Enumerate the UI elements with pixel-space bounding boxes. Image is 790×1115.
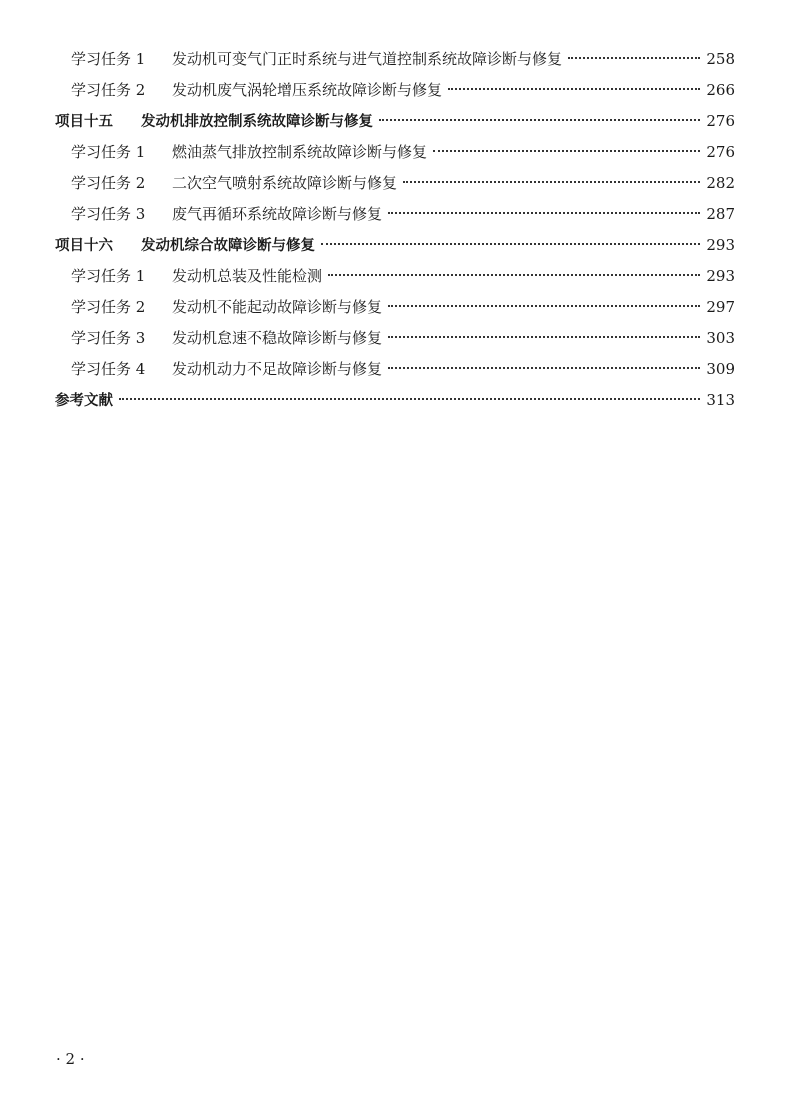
- toc-entry-number: 学习任务 3: [71, 329, 146, 347]
- toc-entry-title: 发动机总装及性能检测: [172, 267, 323, 285]
- toc-entry[interactable]: [55, 199, 735, 230]
- toc-references-entry[interactable]: [55, 385, 735, 416]
- dot-leader: [321, 243, 700, 245]
- dot-leader: [448, 88, 700, 90]
- toc-project-entry[interactable]: [55, 230, 735, 261]
- toc-entry-page: 276: [706, 112, 735, 130]
- toc-entry-title: 发动机可变气门正时系统与进气道控制系统故障诊断与修复: [172, 50, 563, 68]
- toc-entry-title: 废气再循环系统故障诊断与修复: [172, 205, 383, 223]
- toc-entry[interactable]: [55, 75, 735, 106]
- toc-entry-number: 学习任务 1: [71, 50, 146, 68]
- dot-leader: [403, 181, 700, 183]
- toc-entry[interactable]: [55, 44, 735, 75]
- dot-leader: [388, 212, 700, 214]
- toc-entry-number: 学习任务 2: [71, 174, 146, 192]
- toc-entry-title: 二次空气喷射系统故障诊断与修复: [172, 174, 398, 192]
- toc-entry-page: 287: [706, 205, 735, 223]
- dot-leader: [388, 367, 700, 369]
- toc-entry-page: 266: [706, 81, 735, 99]
- toc-entry[interactable]: [55, 354, 735, 385]
- toc-entry-page: 303: [706, 329, 735, 347]
- dot-leader: [379, 119, 700, 121]
- toc-entry[interactable]: [55, 168, 735, 199]
- toc-entry-number: 学习任务 4: [71, 360, 146, 378]
- toc-entry[interactable]: [55, 292, 735, 323]
- table-of-contents: [55, 44, 735, 416]
- toc-entry-page: 258: [706, 50, 735, 68]
- toc-entry-title: 发动机废气涡轮增压系统故障诊断与修复: [172, 81, 443, 99]
- toc-entry-number: 学习任务 3: [71, 205, 146, 223]
- toc-project-title: 发动机排放控制系统故障诊断与修复: [141, 114, 373, 130]
- toc-entry[interactable]: [55, 261, 735, 292]
- toc-entry-number: 学习任务 1: [71, 267, 146, 285]
- toc-entry-page: 293: [706, 236, 735, 254]
- dot-leader: [433, 150, 700, 152]
- toc-entry-page: 276: [706, 143, 735, 161]
- toc-project-number: 项目十五: [55, 114, 113, 130]
- toc-entry-number: 学习任务 2: [71, 81, 146, 99]
- toc-entry-title: 发动机不能起动故障诊断与修复: [172, 298, 383, 316]
- toc-entry-page: 297: [706, 298, 735, 316]
- dot-leader: [119, 398, 700, 400]
- toc-project-entry[interactable]: [55, 106, 735, 137]
- toc-entry-title: 燃油蒸气排放控制系统故障诊断与修复: [172, 143, 428, 161]
- page-number: · 2 ·: [56, 1050, 85, 1068]
- toc-entry[interactable]: [55, 137, 735, 168]
- toc-entry-number: 学习任务 1: [71, 143, 146, 161]
- dot-leader: [568, 57, 700, 59]
- toc-entry-page: 313: [706, 391, 735, 409]
- toc-entry-page: 293: [706, 267, 735, 285]
- toc-project-title: 发动机综合故障诊断与修复: [141, 238, 315, 254]
- toc-entry-title: 发动机动力不足故障诊断与修复: [172, 360, 383, 378]
- toc-entry[interactable]: [55, 323, 735, 354]
- dot-leader: [328, 274, 700, 276]
- toc-references-title: 参考文献: [55, 393, 113, 409]
- dot-leader: [388, 336, 700, 338]
- toc-entry-page: 282: [706, 174, 735, 192]
- toc-project-number: 项目十六: [55, 238, 113, 254]
- dot-leader: [388, 305, 700, 307]
- toc-entry-number: 学习任务 2: [71, 298, 146, 316]
- toc-entry-title: 发动机怠速不稳故障诊断与修复: [172, 329, 383, 347]
- toc-entry-page: 309: [706, 360, 735, 378]
